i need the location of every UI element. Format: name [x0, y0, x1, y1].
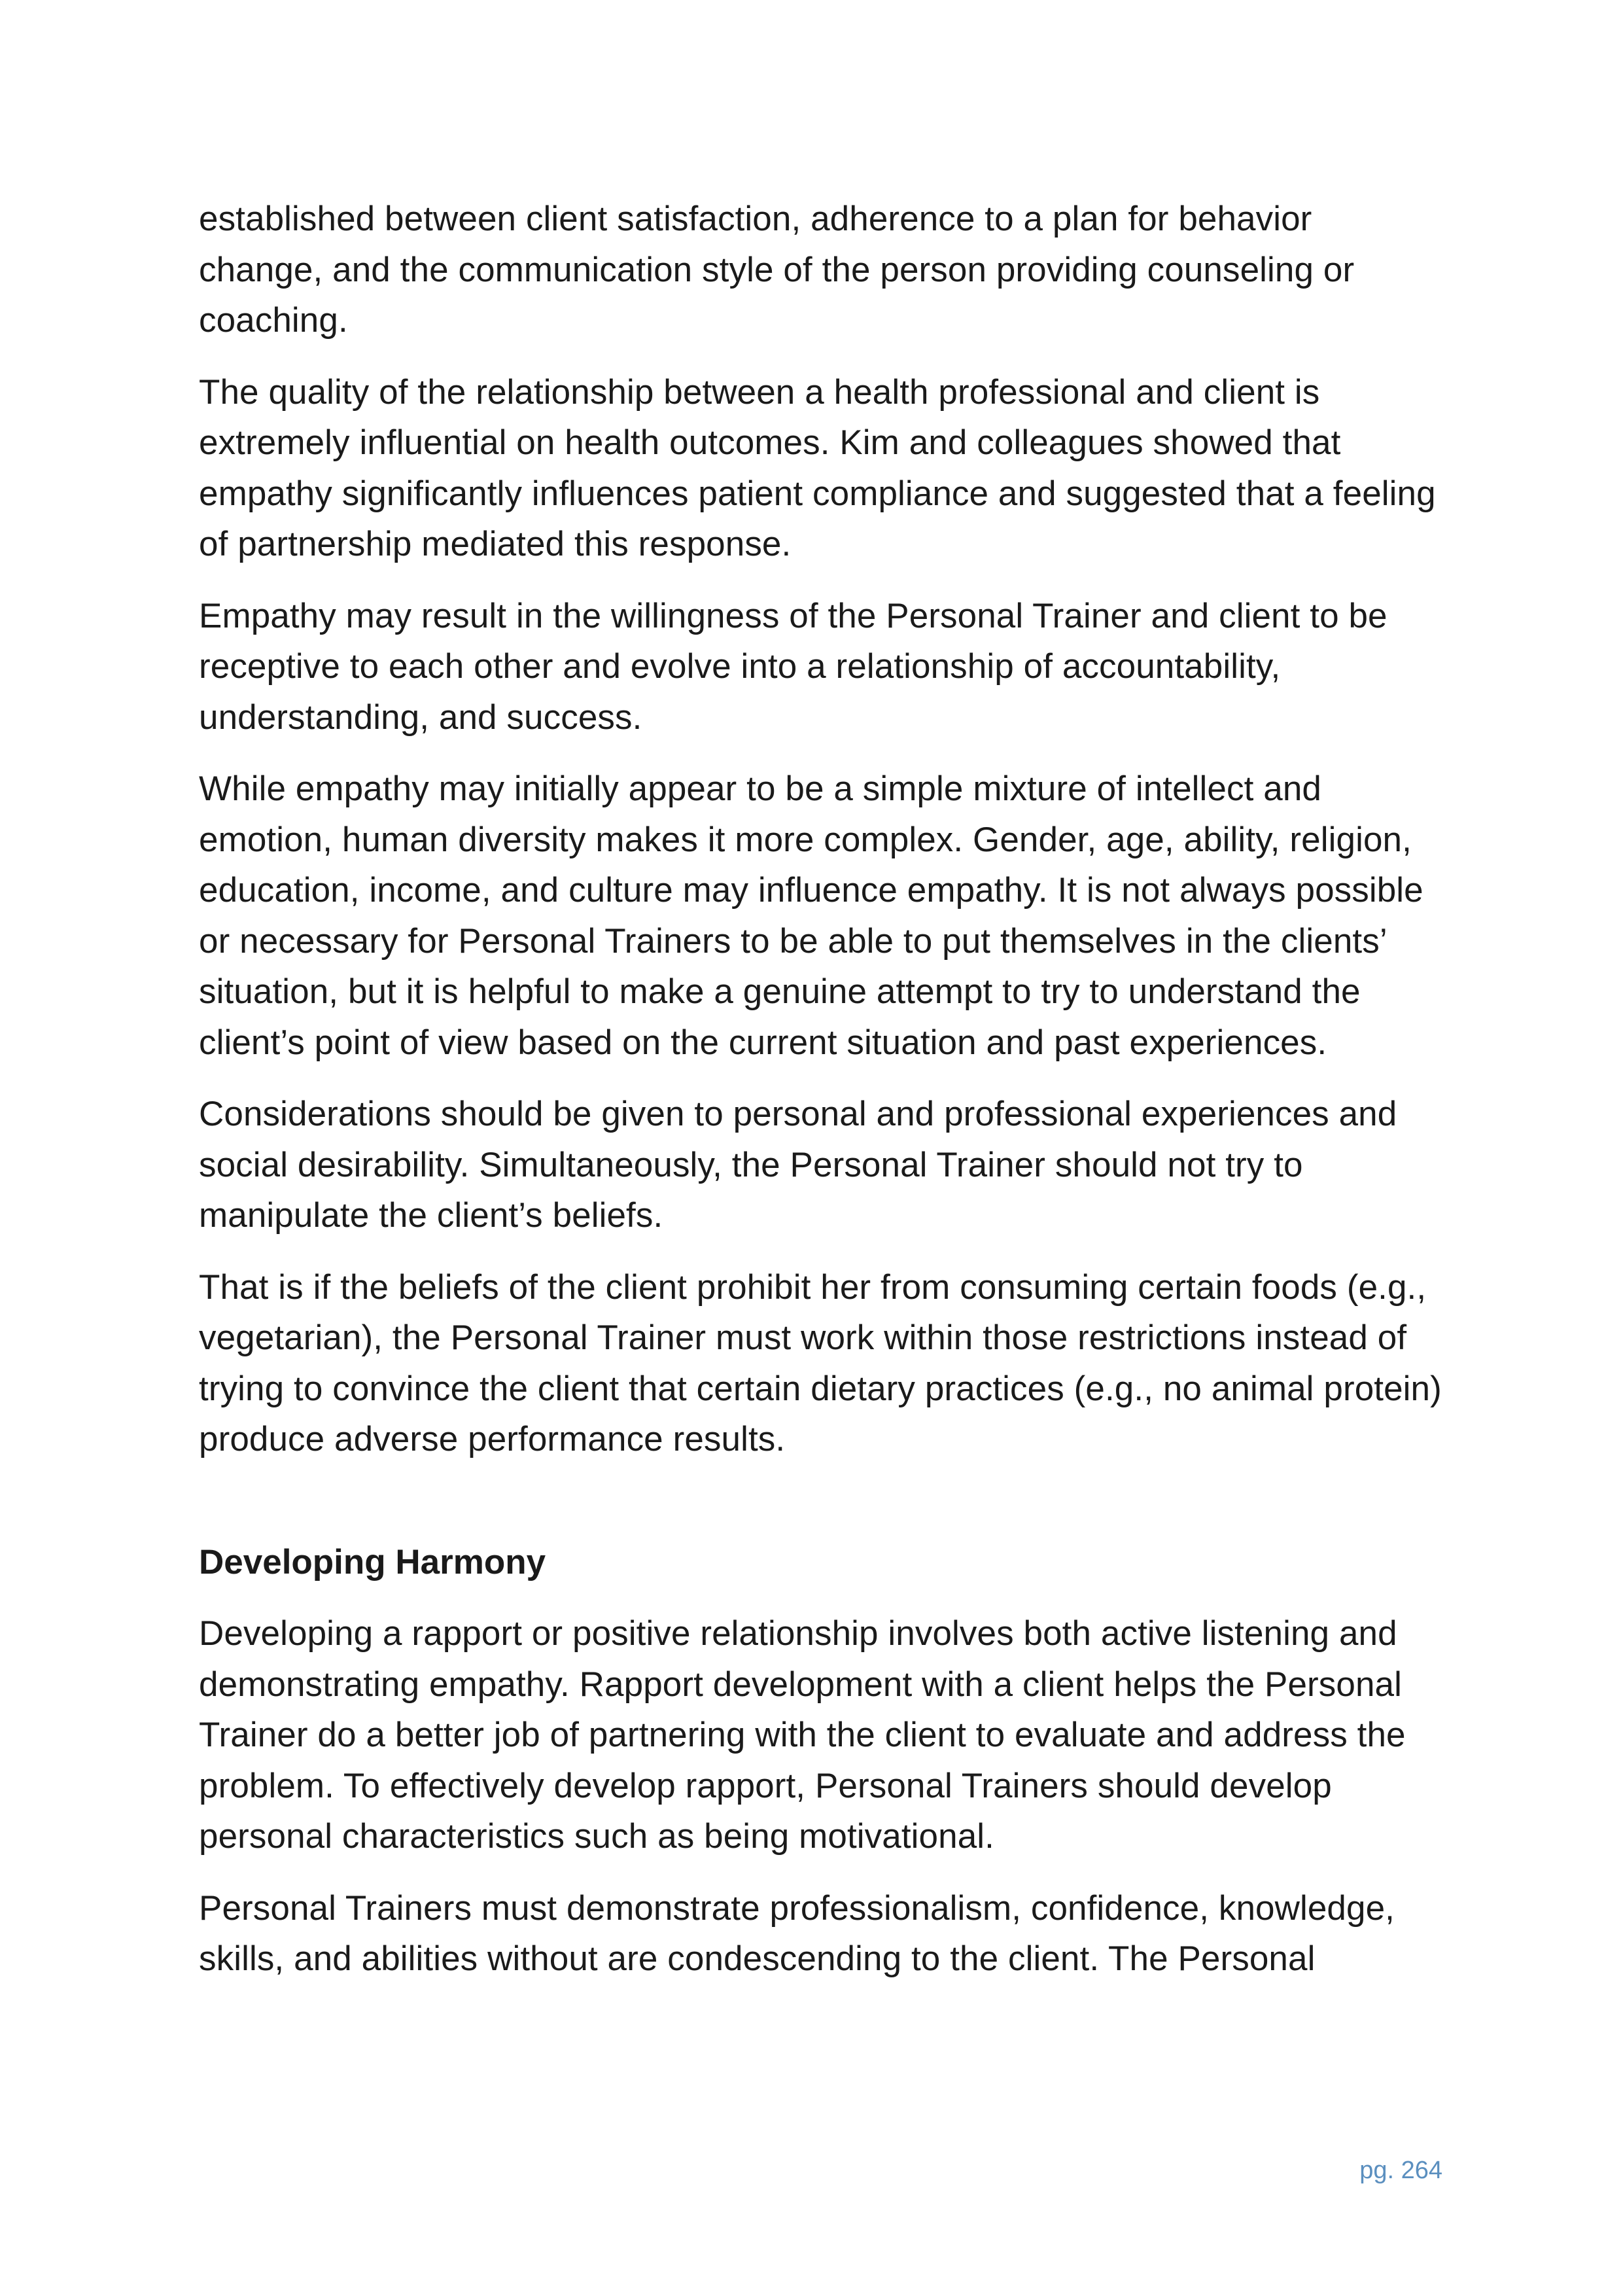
section-paragraph: Personal Trainers must demonstrate professionalism, confidence, knowledge, skills, and abilities without are condescending to the client. The Personal [199, 1888, 1395, 1978]
section-heading: Developing Harmony [199, 1542, 546, 1581]
body-paragraph: Empathy may result in the willingness of the Personal Trainer and client to be receptive to each other and evolve into a relationship of accountability, understanding, and success. [199, 596, 1387, 737]
page-number: pg. 264 [1359, 2157, 1442, 2184]
body-paragraph: That is if the beliefs of the client prohibit her from consuming certain foods (e.g., vegetarian), the Personal Trainer must work within those restrictions instead of trying to convince the client that certain dietary practices (e.g., no animal protein) produce adverse performance results. [199, 1267, 1442, 1458]
body-paragraph: Considerations should be given to personal and professional experiences and social desirability. Simultaneously, the Personal Trainer should not try to manipulate the client’s beliefs. [199, 1095, 1397, 1235]
body-paragraph: While empathy may initially appear to be a simple mixture of intellect and emotion, human diversity makes it more complex. Gender, age, ability, religion, education, income, and culture may influence empathy. It is not always possible or necessary for Personal Trainers to be able to put themselves in the clients’ situation, but it is helpful to make a genuine attempt to try to understand the client’s point of view based on the current situation and past experiences. [199, 769, 1423, 1062]
page-body [199, 194, 1442, 2005]
section-paragraph: Developing a rapport or positive relationship involves both active listening and demonstrating empathy. Rapport development with a client helps the Personal Trainer do a better job of partnering with the client to evaluate and address the problem. To effectively develop rapport, Personal Trainers should develop personal characteristics such as being motivational. [199, 1614, 1406, 1856]
body-paragraph: The quality of the relationship between a health professional and client is extremely influential on health outcomes. Kim and colleagues showed that empathy significantly influences patient compliance and suggested that a feeling of partnership mediated this response. [199, 372, 1436, 563]
body-paragraph: established between client satisfaction, adherence to a plan for behavior change, and the communication style of the person providing counseling or coaching. [199, 200, 1355, 340]
